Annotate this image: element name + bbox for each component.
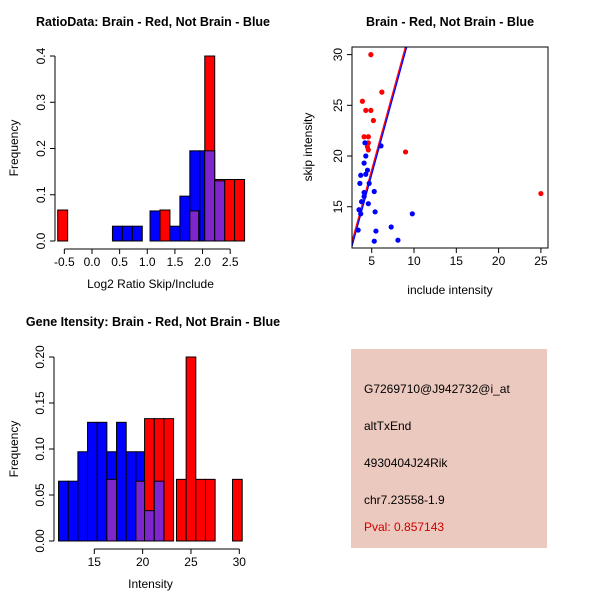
svg-text:10: 10 xyxy=(407,254,421,268)
svg-text:15: 15 xyxy=(449,254,463,268)
svg-text:20: 20 xyxy=(331,149,345,163)
scatter-xlabel: include intensity xyxy=(407,283,493,297)
svg-text:2.5: 2.5 xyxy=(221,255,239,269)
pval-text: Pval: 0.857143 xyxy=(364,520,445,534)
gene-histogram-title: Gene Itensity: Brain - Red, Not Brain - Blue xyxy=(25,315,281,329)
svg-text:0.20: 0.20 xyxy=(33,345,47,369)
svg-text:15: 15 xyxy=(87,555,101,569)
svg-text:0.0: 0.0 xyxy=(83,255,101,269)
svg-text:15: 15 xyxy=(331,200,345,214)
svg-text:5: 5 xyxy=(368,254,376,268)
svg-text:2.0: 2.0 xyxy=(194,255,211,269)
ratio-histogram-xlabel: Log2 Ratio Skip/Include xyxy=(87,277,214,291)
svg-text:0.0: 0.0 xyxy=(34,232,48,250)
gene-histogram-xlabel: Intensity xyxy=(128,577,173,591)
svg-text:-0.5: -0.5 xyxy=(53,255,75,269)
svg-text:30: 30 xyxy=(232,555,246,569)
svg-text:1.0: 1.0 xyxy=(138,255,156,269)
ratio-histogram-ylabel: Frequency xyxy=(7,119,21,177)
svg-text:25: 25 xyxy=(184,555,198,569)
scatter-ylabel: skip intensity xyxy=(301,112,315,182)
svg-text:0.4: 0.4 xyxy=(34,47,48,65)
svg-text:0.00: 0.00 xyxy=(33,529,47,553)
svg-text:25: 25 xyxy=(331,98,345,112)
svg-text:0.5: 0.5 xyxy=(111,255,128,269)
svg-text:0.10: 0.10 xyxy=(33,437,47,461)
svg-text:1.5: 1.5 xyxy=(166,255,184,269)
svg-text:20: 20 xyxy=(491,254,506,268)
scatter-title: Brain - Red, Not Brain - Blue xyxy=(365,15,535,29)
ratio-histogram-title: RatioData: Brain - Red, Not Brain - Blue xyxy=(35,15,271,29)
gene-name-text: 4930404J24Rik xyxy=(364,456,448,470)
svg-text:0.05: 0.05 xyxy=(33,483,47,507)
gene-histogram-ylabel: Frequency xyxy=(7,420,21,478)
probe-id-text: G7269710@J942732@i_at xyxy=(364,382,510,396)
svg-text:0.1: 0.1 xyxy=(34,186,48,204)
svg-text:0.2: 0.2 xyxy=(34,140,48,157)
locus-text: chr7.23558-1.9 xyxy=(364,493,445,507)
svg-text:25: 25 xyxy=(534,254,548,268)
event-type-text: altTxEnd xyxy=(364,419,412,433)
svg-text:30: 30 xyxy=(331,47,345,62)
svg-text:0.15: 0.15 xyxy=(33,391,47,415)
svg-text:0.3: 0.3 xyxy=(34,93,48,111)
gene-info-panel xyxy=(351,349,547,548)
svg-text:20: 20 xyxy=(135,555,150,569)
